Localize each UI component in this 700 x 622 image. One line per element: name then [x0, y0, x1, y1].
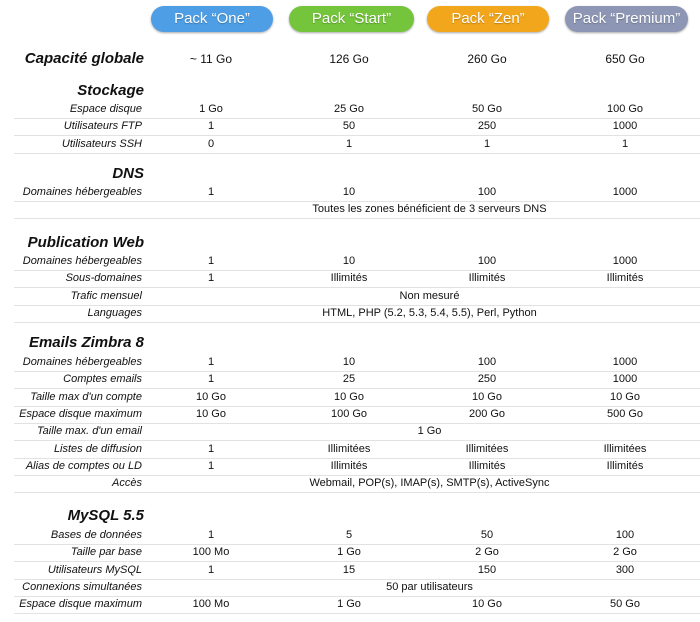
- row-label: Taille par base: [70, 546, 142, 559]
- row-span-value: 1 Go: [417, 425, 442, 438]
- row-span-value: Webmail, POP(s), IMAP(s), SMTP(s), ActiveSync: [309, 477, 550, 490]
- row-cell: 1: [207, 186, 215, 198]
- table-row: [14, 441, 700, 459]
- row-cell: 1000: [612, 120, 638, 133]
- row-cell: 1: [207, 120, 215, 133]
- row-label: Espace disque: [69, 103, 142, 115]
- row-cell: Illimités: [330, 459, 368, 472]
- row-cell: 250: [477, 373, 497, 386]
- row-cell: 10 Go: [610, 390, 640, 403]
- row-cell: Illimités: [606, 272, 644, 285]
- row-span-value: HTML, PHP (5.2, 5.3, 5.4, 5.5), Perl, Python: [322, 306, 537, 319]
- table-row: [14, 579, 700, 597]
- row-cell: 1: [207, 459, 215, 472]
- row-cell: 100 Go: [330, 407, 368, 420]
- capacity-value: 126 Go: [329, 52, 369, 66]
- row-cell: 10 Go: [196, 390, 226, 403]
- table-row: [14, 596, 700, 614]
- section-title: DNS: [112, 165, 144, 182]
- row-label: Espace disque maximum: [19, 407, 142, 420]
- row-cell: 100: [477, 186, 497, 198]
- row-cell: 1 Go: [337, 546, 361, 559]
- row-cell: 1000: [612, 356, 638, 368]
- row-cell: Illimités: [606, 459, 644, 472]
- row-span-value: 50 par utilisateurs: [386, 580, 473, 593]
- row-label: Utilisateurs MySQL: [47, 563, 142, 576]
- row-cell: 100: [477, 356, 497, 368]
- row-cell: 100 Go: [606, 103, 644, 115]
- row-label: Languages: [87, 306, 142, 319]
- row-cell: 10 Go: [196, 407, 226, 420]
- row-cell: 1: [207, 356, 215, 368]
- table-row: [14, 406, 700, 424]
- table-row: [14, 458, 700, 476]
- row-label: Connexions simultanées: [22, 580, 142, 593]
- row-cell: 2 Go: [475, 546, 499, 559]
- section-title: Publication Web: [27, 234, 144, 251]
- row-cell: 10 Go: [334, 390, 364, 403]
- section-title: Stockage: [77, 82, 144, 99]
- table-row: [14, 101, 700, 119]
- row-cell: 1: [207, 373, 215, 386]
- row-cell: Illimités: [468, 272, 506, 285]
- capacity-label: Capacité globale: [24, 50, 144, 67]
- row-cell: 10 Go: [472, 390, 502, 403]
- row-span-value: Non mesuré: [399, 289, 460, 302]
- section-title: MySQL 5.5: [67, 507, 144, 524]
- row-cell: 100: [615, 529, 635, 541]
- row-cell: Illimitées: [465, 442, 509, 455]
- row-cell: 100 Mo: [192, 598, 230, 611]
- row-cell: 50: [480, 529, 494, 541]
- row-cell: 1: [207, 563, 215, 576]
- table-row: [14, 270, 700, 288]
- pack-3-button[interactable]: Pack “Zen”: [427, 6, 549, 32]
- table-row: [14, 475, 700, 493]
- table-row: [14, 305, 700, 323]
- row-cell: 50 Go: [472, 103, 502, 115]
- capacity-value: ~ 11 Go: [189, 52, 233, 66]
- pack-4-button[interactable]: Pack “Premium”: [565, 6, 688, 32]
- row-label: Taille max d'un compte: [30, 390, 142, 403]
- row-cell: 1 Go: [199, 103, 223, 115]
- row-cell: 1: [207, 255, 215, 267]
- row-cell: Illimités: [330, 272, 368, 285]
- row-label: Comptes emails: [63, 373, 142, 386]
- table-row: [14, 253, 700, 271]
- row-label: Accès: [112, 477, 142, 490]
- table-row: [14, 118, 700, 136]
- table-row: [14, 184, 700, 202]
- row-label: Trafic mensuel: [70, 289, 142, 302]
- row-label: Taille max. d'un email: [36, 425, 142, 438]
- section-title: Emails Zimbra 8: [28, 334, 144, 351]
- row-label: Sous-domaines: [65, 272, 142, 285]
- row-label: Utilisateurs FTP: [63, 120, 142, 133]
- row-cell: 1000: [612, 186, 638, 198]
- row-cell: 1: [345, 137, 353, 150]
- row-cell: 1: [207, 529, 215, 541]
- row-cell: 10: [342, 356, 356, 368]
- row-cell: 10: [342, 186, 356, 198]
- row-label: Domaines hébergeables: [22, 356, 142, 368]
- row-label: Espace disque maximum: [19, 598, 142, 611]
- row-cell: 50: [342, 120, 356, 133]
- table-row: [14, 544, 700, 562]
- capacity-value: 260 Go: [467, 52, 507, 66]
- row-cell: 1: [621, 137, 629, 150]
- row-cell: 15: [342, 563, 356, 576]
- row-label: Bases de données: [50, 529, 142, 541]
- table-row: [14, 389, 700, 407]
- row-cell: 25 Go: [334, 103, 364, 115]
- row-cell: 100 Mo: [192, 546, 230, 559]
- row-cell: 25: [342, 373, 356, 386]
- table-row: [14, 288, 700, 306]
- table-row: [14, 562, 700, 580]
- row-cell: 0: [207, 137, 215, 150]
- row-cell: 2 Go: [613, 546, 637, 559]
- row-cell: 1: [207, 442, 215, 455]
- row-cell: 1: [483, 137, 491, 150]
- capacity-row: [0, 48, 700, 70]
- row-cell: 500 Go: [606, 407, 644, 420]
- row-label: Domaines hébergeables: [22, 186, 142, 198]
- row-cell: 1 Go: [337, 598, 361, 611]
- row-cell: 300: [615, 563, 635, 576]
- capacity-value: 650 Go: [605, 52, 645, 66]
- table-row: [14, 136, 700, 154]
- table-row: [14, 423, 700, 441]
- row-label: Utilisateurs SSH: [61, 137, 142, 150]
- row-cell: 5: [345, 529, 353, 541]
- row-cell: 10: [342, 255, 356, 267]
- row-cell: 1: [207, 272, 215, 285]
- pack-2-button[interactable]: Pack “Start”: [289, 6, 414, 32]
- row-cell: 100: [477, 255, 497, 267]
- row-label: Listes de diffusion: [53, 442, 142, 455]
- table-row: [14, 354, 700, 372]
- row-cell: 50 Go: [610, 598, 640, 611]
- row-cell: Illimités: [468, 459, 506, 472]
- table-row: [14, 201, 700, 219]
- row-label: Domaines hébergeables: [22, 255, 142, 267]
- row-cell: 200 Go: [468, 407, 506, 420]
- row-cell: 10 Go: [472, 598, 502, 611]
- row-cell: Illimitées: [327, 442, 371, 455]
- table-row: [14, 371, 700, 389]
- row-cell: 1000: [612, 373, 638, 386]
- row-cell: 1000: [612, 255, 638, 267]
- row-span-value: Toutes les zones bénéficient de 3 serveurs DNS: [312, 203, 547, 216]
- row-cell: Illimitées: [603, 442, 647, 455]
- row-cell: 150: [477, 563, 497, 576]
- pack-1-button[interactable]: Pack “One”: [151, 6, 273, 32]
- row-label: Alias de comptes ou LD: [25, 459, 142, 472]
- table-row: [14, 527, 700, 545]
- row-cell: 250: [477, 120, 497, 133]
